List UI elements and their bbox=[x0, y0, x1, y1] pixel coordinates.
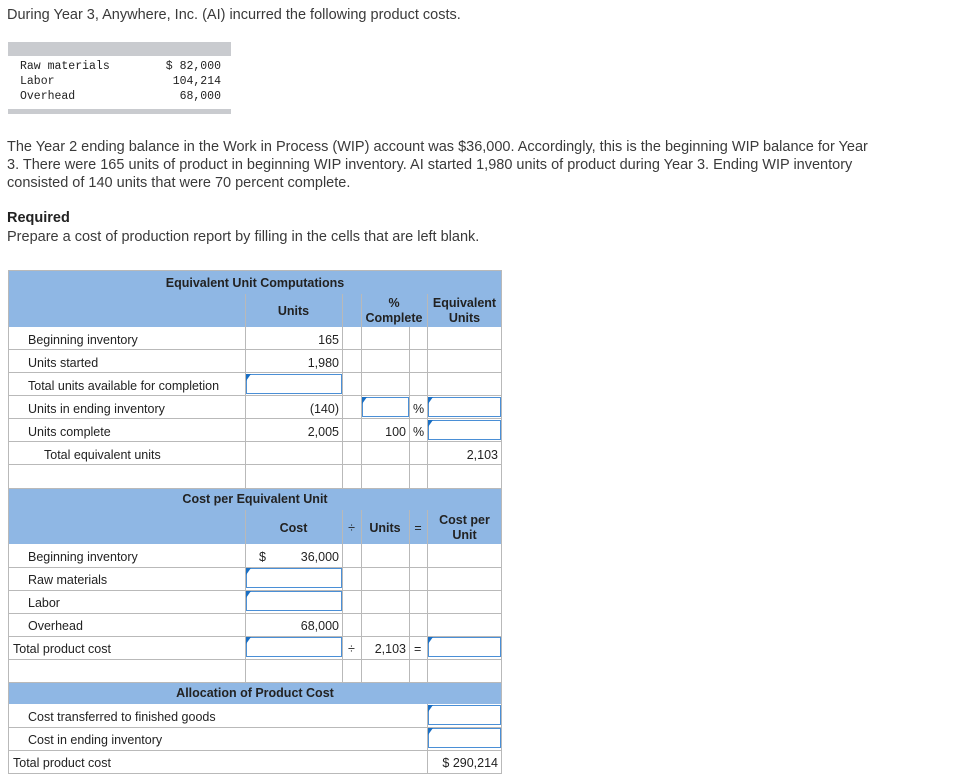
eq-available-label: Total units available for completion bbox=[28, 379, 220, 393]
paragraph-line-1: The Year 2 ending balance in the Work in Process (WIP) account was $36,000. Accordingly, this is the beginning WIP balance for Year bbox=[7, 139, 868, 155]
alloc-ending-label: Cost in ending inventory bbox=[28, 733, 163, 747]
cpu-eq-sign-header: = bbox=[414, 521, 422, 535]
raw-materials-cost-input[interactable] bbox=[246, 568, 342, 588]
intro-text: During Year 3, Anywhere, Inc. (AI) incurred the following product costs. bbox=[7, 7, 461, 23]
eq-ending-label: Units in ending inventory bbox=[28, 402, 165, 416]
cpu-total-div-sign: ÷ bbox=[348, 642, 355, 656]
cpu-overhead-cost: 68,000 bbox=[300, 619, 339, 633]
paragraph-line-2: 3. There were 165 units of product in beginning WIP inventory. AI started 1,980 units of product during Year 3. Ending WIP inventory bbox=[7, 157, 853, 173]
alloc-total-label: Total product cost bbox=[13, 756, 111, 770]
eq-col-equiv-line1: Equivalent bbox=[432, 296, 497, 310]
cpu-overhead-label: Overhead bbox=[28, 619, 83, 633]
eq-beginning-label: Beginning inventory bbox=[28, 333, 138, 347]
cost-ending-inventory-input[interactable] bbox=[428, 728, 501, 748]
product-costs-box bbox=[8, 42, 231, 115]
eq-col-complete-line1: % bbox=[388, 296, 400, 310]
eq-col-complete-line2: Complete bbox=[365, 311, 423, 325]
ending-equivalent-units-input[interactable] bbox=[428, 397, 501, 417]
cpu-total-label: Total product cost bbox=[13, 642, 111, 656]
cpu-col-cost: Cost bbox=[279, 521, 308, 535]
cpu-raw-label: Raw materials bbox=[28, 573, 108, 587]
eq-complete-label: Units complete bbox=[28, 425, 111, 439]
eq-ending-pct-sign: % bbox=[413, 402, 425, 416]
cost-row-raw-materials: Raw materials $ 82,000 bbox=[20, 60, 221, 73]
cpu-col-cpu-line2: Unit bbox=[452, 528, 477, 542]
alloc-total-value: $ 290,214 bbox=[442, 756, 498, 770]
alloc-finished-label: Cost transferred to finished goods bbox=[28, 710, 216, 724]
cost-transferred-finished-input[interactable] bbox=[428, 705, 501, 725]
costs-top-bar bbox=[8, 42, 231, 56]
cpu-col-cpu-line1: Cost per bbox=[439, 513, 490, 527]
cpu-beginning-dollar: $ bbox=[259, 550, 266, 564]
eq-col-units: Units bbox=[277, 304, 310, 318]
costs-bottom-bar bbox=[8, 109, 231, 114]
cost-per-unit-input[interactable] bbox=[428, 637, 501, 657]
required-title: Required bbox=[7, 210, 70, 226]
cpu-title: Cost per Equivalent Unit bbox=[182, 492, 328, 506]
paragraph-line-3: consisted of 140 units that were 70 percent complete. bbox=[7, 175, 351, 191]
eq-complete-pct-sign: % bbox=[413, 425, 425, 439]
cpu-beginning-cost: 36,000 bbox=[300, 550, 339, 564]
cost-of-production-report bbox=[8, 270, 502, 774]
total-units-available-input[interactable] bbox=[246, 374, 342, 394]
total-product-cost-input[interactable] bbox=[246, 637, 342, 657]
eq-units-title: Equivalent Unit Computations bbox=[165, 276, 345, 290]
eq-complete-pct-value: 100 bbox=[385, 425, 406, 439]
eq-beginning-units: 165 bbox=[318, 333, 339, 347]
eq-col-equiv-line2: Units bbox=[448, 311, 481, 325]
eq-complete-units: 2,005 bbox=[307, 425, 339, 439]
cpu-total-units: 2,103 bbox=[374, 642, 406, 656]
alloc-title: Allocation of Product Cost bbox=[176, 686, 334, 700]
cost-row-overhead: Overhead 68,000 bbox=[20, 90, 221, 103]
eq-ending-units: (140) bbox=[309, 402, 339, 416]
cpu-col-units: Units bbox=[369, 521, 401, 535]
eq-total-equiv-units: 2,103 bbox=[466, 448, 498, 462]
labor-cost-input[interactable] bbox=[246, 591, 342, 611]
ending-percent-complete-input[interactable] bbox=[362, 397, 409, 417]
cpu-beginning-label: Beginning inventory bbox=[28, 550, 138, 564]
complete-equivalent-units-input[interactable] bbox=[428, 420, 501, 440]
eq-total-label: Total equivalent units bbox=[44, 448, 161, 462]
required-text: Prepare a cost of production report by filling in the cells that are left blank. bbox=[7, 229, 480, 245]
cpu-div-sign-header: ÷ bbox=[348, 521, 355, 535]
eq-started-units: 1,980 bbox=[307, 356, 339, 370]
cpu-total-eq-sign: = bbox=[414, 642, 422, 656]
cpu-labor-label: Labor bbox=[28, 596, 60, 610]
cost-row-labor: Labor 104,214 bbox=[20, 75, 221, 88]
eq-started-label: Units started bbox=[28, 356, 99, 370]
